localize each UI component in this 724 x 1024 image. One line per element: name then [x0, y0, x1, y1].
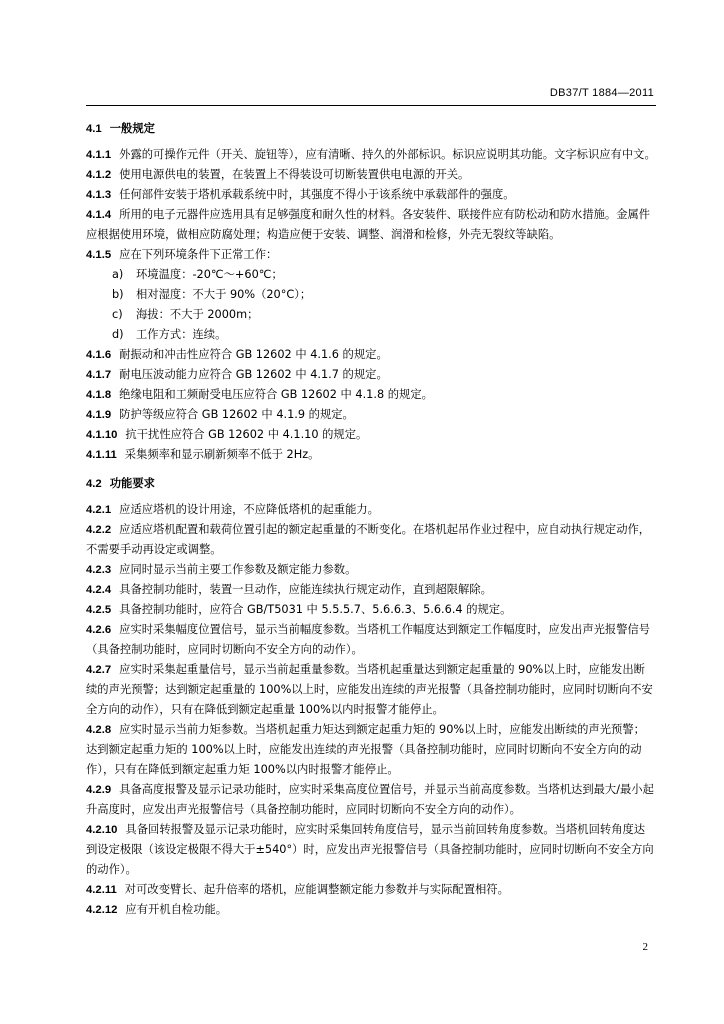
list-item-text: 相对湿度：不大于 90%（20°C）；	[136, 288, 312, 301]
clause-text: 应实时显示当前力矩参数。当塔机起重力矩达到额定起重力矩的 90%以上时，应能发出断续的声光预警；达到额定起重力矩的 100%以上时，应能发出连续的声光报警（具备控制功能时，应同时切断向不安全方向的动作），只有在降低到额定起重力矩 100%以内时报警才能停止。	[86, 723, 645, 776]
section-number: 4.1	[86, 123, 102, 135]
clause-number: 4.1.3	[86, 189, 112, 201]
clause-text: 耐振动和冲击性应符合 GB 12602 中 4.1.6 的规定。	[119, 348, 388, 361]
clause-number: 4.2.9	[86, 784, 112, 796]
clause-text: 所用的电子元器件应选用具有足够强度和耐久性的材料。各安装件、联接件应有防松动和防水措施。金属件应根据使用环境，做相应防腐处理；构造应便于安装、调整、润滑和检修，外壳无裂纹等缺陷。	[86, 208, 651, 241]
clause-number: 4.2.11	[86, 884, 117, 896]
clause-text: 应实时采集幅度位置信号，显示当前幅度参数。当塔机工作幅度达到额定工作幅度时，应发出声光报警信号（具备控制功能时，应同时切断向不安全方向的动作）。	[86, 623, 651, 656]
clause-4-2-10	[86, 820, 656, 880]
clause-text: 具备高度报警及显示记录功能时，应实时采集高度位置信号，并显示当前高度参数。当塔机达到最大/最小起升高度时，应发出声光报警信号（具备控制功能时，应同时切断向不安全方向的动作）。	[86, 783, 654, 816]
clause-4-1-4	[86, 205, 656, 245]
clause-text: 使用电源供电的装置，在装置上不得装设可切断装置供电电源的开关。	[119, 168, 470, 181]
clause-number: 4.1.1	[86, 149, 112, 161]
clause-text: 具备控制功能时，装置一旦动作，应能连续执行规定动作，直到超限解除。	[119, 583, 492, 596]
document-body	[86, 119, 656, 920]
clause-4-2-11	[86, 880, 656, 900]
section-number: 4.2	[86, 478, 102, 490]
clause-number: 4.2.7	[86, 664, 112, 676]
clause-text: 具备控制功能时，应符合 GB/T5031 中 5.5.5.7、5.6.6.3、5.6.6.4 的规定。	[119, 603, 512, 616]
clause-4-1-1	[86, 145, 656, 165]
clause-number: 4.1.9	[86, 409, 112, 421]
page-number: 2	[642, 941, 648, 953]
environment-conditions-list	[86, 265, 656, 345]
clause-number: 4.2.3	[86, 564, 112, 576]
clause-4-2-6	[86, 620, 656, 660]
clause-number: 4.2.8	[86, 724, 112, 736]
list-item	[86, 265, 656, 285]
clause-4-1-5	[86, 245, 656, 265]
clause-number: 4.1.6	[86, 349, 112, 361]
clause-4-1-3	[86, 185, 656, 205]
list-item	[86, 285, 656, 305]
clause-4-2-5	[86, 600, 656, 620]
list-item	[86, 305, 656, 325]
clause-4-2-12	[86, 900, 656, 920]
clause-text: 应适应塔机的设计用途，不应降低塔机的起重能力。	[119, 503, 379, 516]
clause-text: 采集频率和显示刷新频率不低于 2Hz。	[124, 448, 320, 461]
standard-code: DB37/T 1884—2011	[549, 87, 654, 99]
list-item-text: 工作方式：连续。	[136, 328, 227, 341]
clause-text: 应实时采集起重量信号，显示当前起重量参数。当塔机起重量达到额定起重量的 90%以上时，应能发出断续的声光预警；达到额定起重量的 100%以上时，应能发出连续的声光报警（具备控制功能时，应同时切断向不安全方向的动作），只有在降低到额定起重量 100%以内时报警才能停止。	[86, 663, 653, 716]
list-item-label: a)	[112, 268, 124, 281]
header-rule	[86, 105, 656, 106]
clause-4-1-10	[86, 425, 656, 445]
clause-text: 应有开机自检功能。	[125, 903, 228, 916]
clause-4-2-4	[86, 580, 656, 600]
clause-text: 对可改变臂长、起升倍率的塔机，应能调整额定能力参数并与实际配置相符。	[124, 883, 509, 896]
list-item-label: d)	[112, 328, 124, 341]
clause-4-1-7	[86, 365, 656, 385]
clause-number: 4.1.10	[86, 429, 118, 441]
clause-text: 绝缘电阻和工频耐受电压应符合 GB 12602 中 4.1.8 的规定。	[119, 388, 433, 401]
clause-4-2-2	[86, 520, 656, 560]
clause-text: 防护等级应符合 GB 12602 中 4.1.9 的规定。	[119, 408, 354, 421]
clause-number: 4.2.5	[86, 604, 112, 616]
list-item	[86, 325, 656, 345]
section-title: 功能要求	[109, 477, 155, 490]
list-item-label: b)	[112, 288, 124, 301]
list-item-text: 海拔：不大于 2000m；	[136, 308, 259, 321]
clause-number: 4.1.2	[86, 169, 112, 181]
clause-text: 具备回转报警及显示记录功能时，应实时采集回转角度信号，显示当前回转角度参数。当塔机回转角度达到设定极限（该设定极限不得大于±540°）时，应发出声光报警信号（具备控制功能时，应同时切断向不安全方向的动作）。	[86, 823, 654, 876]
clause-4-2-9	[86, 780, 656, 820]
clause-number: 4.2.6	[86, 624, 112, 636]
clause-4-2-1	[86, 500, 656, 520]
clause-number: 4.2.10	[86, 824, 118, 836]
clause-number: 4.2.4	[86, 584, 112, 596]
clause-text: 耐电压波动能力应符合 GB 12602 中 4.1.7 的规定。	[119, 368, 388, 381]
list-item-label: c)	[112, 308, 123, 321]
clause-4-2-3	[86, 560, 656, 580]
clause-number: 4.2.12	[86, 904, 118, 916]
clause-4-1-2	[86, 165, 656, 185]
clause-4-2-8	[86, 720, 656, 780]
clause-4-1-9	[86, 405, 656, 425]
clause-text: 抗干扰性应符合 GB 12602 中 4.1.10 的规定。	[125, 428, 368, 441]
clause-number: 4.1.7	[86, 369, 112, 381]
clause-text: 应在下列环境条件下正常工作：	[119, 248, 278, 261]
clause-4-2-7	[86, 660, 656, 720]
clause-number: 4.1.8	[86, 389, 112, 401]
clause-text: 应适应塔机配置和载荷位置引起的额定起重量的不断变化。在塔机起吊作业过程中，应自动执行规定动作，不需要手动再设定或调整。	[86, 523, 651, 556]
clause-text: 任何部件安装于塔机承载系统中时，其强度不得小于该系统中承载部件的强度。	[119, 188, 515, 201]
clause-text: 外露的可操作元件（开关、旋钮等），应有清晰、持久的外部标识。标识应说明其功能。文字标识应有中文。	[119, 148, 656, 161]
clause-4-1-11	[86, 445, 656, 465]
clause-number: 4.2.2	[86, 524, 112, 536]
clause-number: 4.1.11	[86, 449, 117, 461]
clause-number: 4.1.4	[86, 209, 112, 221]
clause-number: 4.1.5	[86, 249, 112, 261]
clause-4-1-6	[86, 345, 656, 365]
clause-text: 应同时显示当前主要工作参数及额定能力参数。	[119, 563, 357, 576]
clause-4-1-8	[86, 385, 656, 405]
section-heading-4-2	[86, 474, 656, 494]
clause-number: 4.2.1	[86, 504, 112, 516]
list-item-text: 环境温度：-20℃～+60℃；	[136, 268, 283, 281]
section-title: 一般规定	[109, 122, 155, 135]
section-heading-4-1	[86, 119, 656, 139]
